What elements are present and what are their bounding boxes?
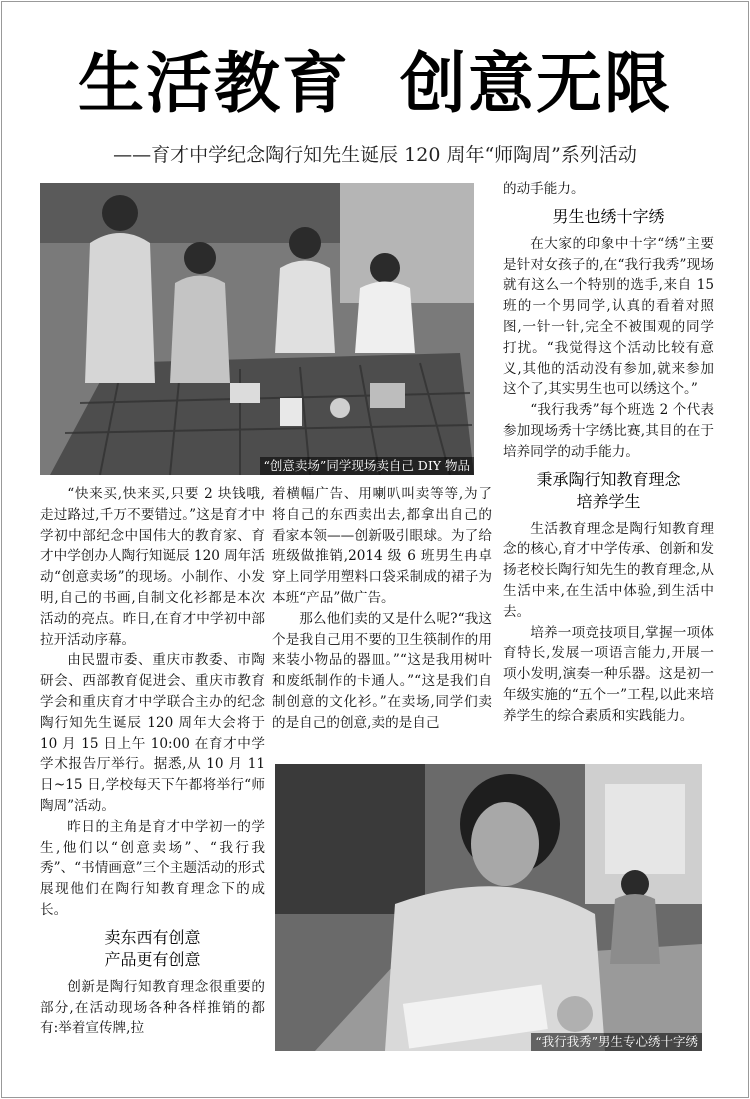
photo-creative-market xyxy=(40,183,474,475)
paragraph: “我行我秀”每个班选 2 个代表参加现场秀十字绣比赛,其目的在于培养同学的动手能力。 xyxy=(503,402,714,460)
photo-cross-stitch-illustration xyxy=(275,764,702,1051)
heading-line: 培养学生 xyxy=(576,491,641,511)
heading-line: 秉承陶行知教育理念 xyxy=(536,469,681,489)
paragraph: 生活教育理念是陶行知教育理念的核心,育才中学传承、创新和发扬老校长陶行知先生的教育理念,从生活中来,在生活中体验,到生活中去。 xyxy=(503,520,714,620)
heading-line: 卖东西有创意 xyxy=(104,927,201,947)
headline: 生活教育 创意无限 xyxy=(78,45,672,122)
photo-caption: “创意卖场”同学现场卖自己 DIY 物品 xyxy=(260,457,474,475)
paragraph: 着横幅广告、用喇叭叫卖等等,为了将自己的东西卖出去,都拿出自己的看家本领——创新吸引眼球。为了给班级做推销,2014 级 6 班男生冉卓穿上同学用塑料口袋采制成的裙子为本班“产品”做广告。 xyxy=(272,486,492,606)
subtitle: ——育才中学纪念陶行知先生诞辰 120 周年“师陶周”系列活动 xyxy=(113,144,637,166)
paragraph: 的动手能力。 xyxy=(503,181,585,197)
section-heading-education-concept xyxy=(503,469,714,513)
section-heading-cross-stitch: 男生也绣十字绣 xyxy=(552,206,665,226)
photo-cross-stitch xyxy=(275,764,702,1051)
section-heading-selling xyxy=(40,927,265,971)
paragraph: “快来买,快来买,只要 2 块钱哦,走过路过,千万不要错过。”这是育才中学初中部纪念中国伟大的教育家、育才中学创办人陶行知诞辰 120 周年活动“创意卖场”的现场。小制作、小发明,自己的书画,自制文化衫都是本次活动的亮点。昨日,在育才中学初中部拉开活动序幕。 xyxy=(40,486,265,648)
paragraph: 昨日的主角是育才中学初一的学生,他们以“创意卖场”、“我行我秀”、“书情画意”三个主题活动的形式展现他们在陶行知教育理念下的成长。 xyxy=(40,818,265,918)
article-column-3 xyxy=(503,179,714,727)
paragraph: 培养一项竞技项目,掌握一项体育特长,发展一项语言能力,开展一项小发明,演奏一种乐器。这是初一年级实施的“五个一”工程,以此来培养学生的综合素质和实践能力。 xyxy=(503,624,714,724)
heading-line: 产品更有创意 xyxy=(104,949,201,969)
paragraph: 在大家的印象中十字“绣”主要是针对女孩子的,在“我行我秀”现场就有这么一个特别的选手,来自 15 班的一个男同学,认真的看着对照图,一针一针,完全不被围观的同学打扰。“我觉得这个活动比较有意义,其他的活动没有参加,就来参加这个了,其实男生也可以绣这个。” xyxy=(503,235,714,398)
paragraph: 创新是陶行知教育理念很重要的部分,在活动现场各种各样推销的都有:举着宣传牌,拉 xyxy=(40,978,265,1037)
article-column-2 xyxy=(272,484,492,734)
article-column-1 xyxy=(40,484,265,1039)
photo-creative-market-illustration xyxy=(40,183,474,475)
photo-caption: “我行我秀”男生专心绣十字绣 xyxy=(531,1033,702,1051)
paragraph: 那么他们卖的又是什么呢?“我这个是我自己用不要的卫生筷制作的用来装小物品的器皿。”“这是我用树叶和废纸制作的卡通人。”“这是我们自制创意的文化衫。”在卖场,同学们卖的是自己的创意,卖的是自己 xyxy=(272,610,492,731)
paragraph: 由民盟市委、重庆市教委、市陶研会、西部教育促进会、重庆市教育学会和重庆育才中学联合主办的纪念陶行知先生诞辰 120 周年大会将于 10 月 15 日上午 10:00 在育才中学学术报告厅举行。据悉,从 10 月 11 日~15 日,学校每天下午都将举行“师陶周”活动。 xyxy=(40,652,265,814)
